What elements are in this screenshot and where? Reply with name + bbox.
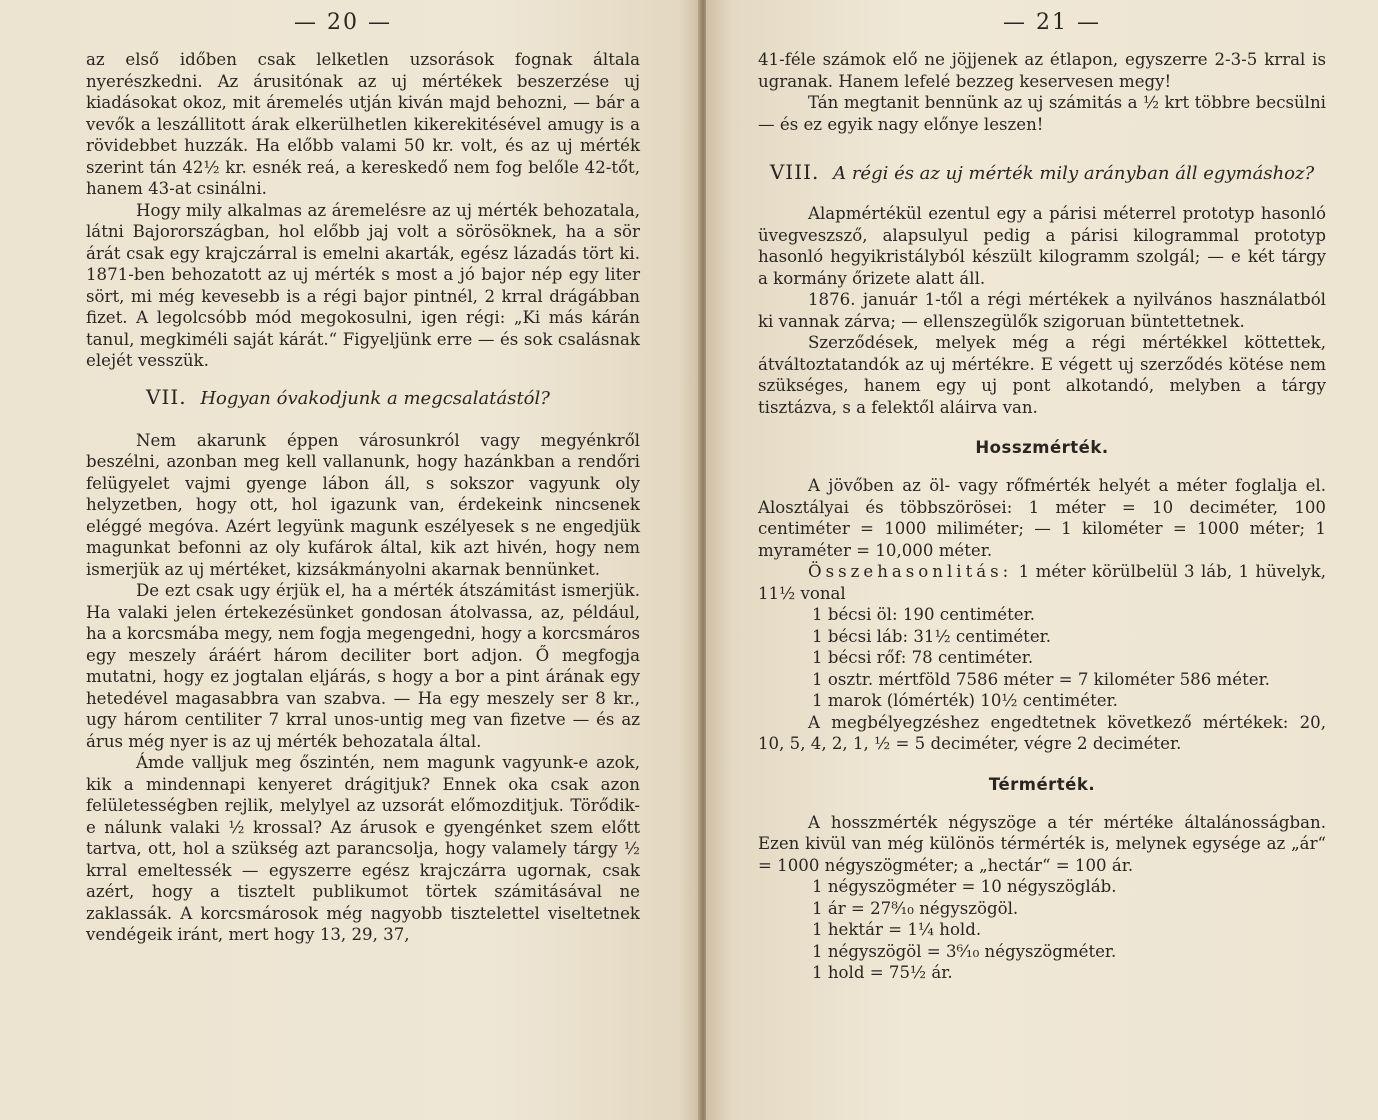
list-item: 1 hold = 75½ ár. [812, 963, 953, 982]
paragraph: Hogy mily alkalmas az áremelésre az uj mérték behozatala, látni Bajorországban, hol előbb jaj volt a sörösöknek, ha a sör árát csak egy krajczárral is emelni akarták, egész lázadás tört ki. 1871-ben behozatott az uj mérték s most a jó bajor nép egy liter sört, mi még kevesebb is a régi bajor pintnél, 2 krral drágábban fizet. A legolcsóbb mód megokosulni, igen régi: „Ki más kárán tanul, megkiméli saját kárát.“ Figyeljünk erre — és sok csalásnak elejét vesszük. [86, 200, 640, 370]
list-item: 1 bécsi öl: 190 centiméter. [812, 605, 1035, 624]
list-item: 1 marok (lómérték) 10½ centiméter. [812, 691, 1118, 710]
list-item: 1 bécsi láb: 31½ centiméter. [812, 626, 1052, 646]
paragraph: A jövőben az öl- vagy rőfmérték helyét a méter foglalja el. Alosztályai és többszörösei: 1 méter = 10 deciméter, 100 centiméter = 1000 miliméter; — 1 kilométer = 1000 méter; 1 myraméter = 10,000 méter. [758, 476, 1326, 560]
list-item: 1 bécsi rőf: 78 centiméter. [812, 648, 1034, 667]
section-heading-length: Hosszmérték. [975, 438, 1109, 457]
list-item: 1 négyszögméter = 10 négyszögláb. [812, 877, 1117, 896]
paragraph: Ámde valljuk meg őszintén, nem magunk vagyunk-e azok, kik a mindennapi kenyeret drágitjuk? Ennek oka csak azon felületességben rejlik, melylyel az uzsorát előmozditjuk. Törődik-e nálunk valaki ½ krossal? Az árusok e gyengénket szem előtt tartva, ott, hol a szükség azt parancsolja, hogy valamely tárgy ½ krral emeltessék — egyszerre egész krajczárra ugornak, csak azért, hogy a tisztelt publikumot törtek számitásával ne zaklassák. A korcsmárosok még nagyobb tisztelettel viseltetnek vendégeik iránt, mert hogy 13, 29, 37, [86, 753, 640, 944]
text-block-mid [758, 203, 1326, 418]
comparison-paragraph [758, 561, 1326, 604]
paragraph: Nem akarunk éppen városunkról vagy megyénkről beszélni, azonban meg kell vallanunk, hogy hazánkban a rendőri felügyelet vajmi gyenge lábon áll, s sokszor vagyunk oly helyzetben, hogy ott, hol igazunk van, érdekeink nincsenek eléggé megóva. Azért legyünk magunk eszélyesek s ne engedjük magunkat befonni az oly kufárok által, kik azt hivén, hogy nem ismerjük az uj mértéket, kizsákmányolni akarnak bennünket. [86, 430, 640, 579]
list-item: 1 osztr. mértföld 7586 méter = 7 kilométer 586 méter. [812, 669, 1270, 689]
chapter-title: A régi és az uj mérték mily arányban áll egymáshoz? [833, 163, 1315, 184]
paragraph: az első időben csak lelketlen uzsorások fognak általa nyerészkedni. Az árusitónak az uj mértékek beszerzése uj kiadásokat okoz, mit áremelés utján kiván majd behozni, — bár a vevők a leszállitott árak elkerülhetlen kikerekitésével amugy is a rövidebbet huzzák. Ha előbb valami 50 kr. volt, és az uj mérték szerint tán 42½ kr. esnék reá, a kereskedő nem fog belőle 42-tőt, hanem 43-at csinálni. [86, 50, 640, 198]
section-heading-area: Térmérték. [988, 774, 1096, 794]
chapter-number: VII. [146, 384, 187, 409]
text-block-top [86, 49, 640, 372]
text-block-bottom [86, 430, 640, 946]
text-block-top [758, 49, 1326, 135]
chapter-heading [86, 384, 640, 412]
chapter-heading [758, 159, 1326, 187]
comparison-text: 1 méter körülbelül 3 láb, 1 hüvelyk, 11½ vonal [758, 562, 1326, 603]
paragraph: A hosszmérték négyszöge a tér mértéke általánosságban. Ezen kivül van még különös térmérték is, melynek egysége az „ár“ = 1000 négyszögméter; a „hectár“ = 100 ár. [758, 812, 1326, 875]
page-number: — 20 — [294, 10, 392, 35]
list-item: 1 négyszögöl = 3⁶⁄₁₀ négyszögméter. [812, 941, 1117, 961]
paragraph: De ezt csak ugy érjük el, ha a mérték átszámitást ismerjük. Ha valaki jelen értekezésünket gondosan átolvassa, az, például, ha a korcsmába megy, nem fogja megengedni, hogy a korcsmáros egy meszely áráért három deciliter bort adjon. Ő megfogja mutatni, hogy ez jogtalan eljárás, s hogy a bor a pint árának egy hetedével magasabbra van szabva. — Ha egy meszely ser 8 kr., ugy három centiliter 7 krral unos-untig meg van fizetve — és az árus még nyer is az uj mérték behozatala által. [86, 581, 640, 751]
paragraph: Alapmértékül ezentul egy a párisi méterrel prototyp hasonló üvegveszsző, alapsulyul pedig a párisi kilogrammal prototyp hasonló hegyikristályból készült kilogramm szolgál; — e két tárgy a kormány őrizete alatt áll. [758, 204, 1326, 288]
paragraph: 1876. január 1-től a régi mértékek a nyilvános használatból ki vannak zárva; — ellenszegülők szigoruan büntettetnek. [758, 290, 1326, 331]
paragraph: A megbélyegzéshez engedtetnek következő mértékek: 20, 10, 5, 4, 2, 1, ½ = 5 deciméter, végre 2 deciméter. [758, 712, 1326, 753]
list-item: 1 ár = 27⁸⁄₁₀ négyszögöl. [812, 898, 1019, 918]
chapter-title: Hogyan óvakodjunk a megcsalatástól? [200, 387, 550, 409]
page-number: — 21 — [1003, 10, 1101, 35]
chapter-number: VIII. [769, 160, 820, 184]
list-item: 1 hektár = 1¼ hold. [812, 920, 982, 939]
area-list [758, 876, 1326, 984]
comparison-label: Összehasonlitás: [808, 562, 1013, 581]
paragraph: Tán megtanit bennünk az uj számitás a ½ krt többre becsülni — és ez egyik nagy előnye leszen! [758, 93, 1326, 134]
paragraph: Szerződések, melyek még a régi mértékkel köttettek, átváltoztatandók az uj mértékre. E végett uj szerződés kötése nem szükséges, hanem egy uj pont alkotandó, melyben a tárgy tisztázva, s a felektől aláirva van. [758, 333, 1326, 417]
length-list [758, 604, 1326, 712]
paragraph: 41-féle számok elő ne jöjjenek az étlapon, egyszerre 2-3-5 krral is ugranak. Hanem lefelé bezzeg keservesen megy! [758, 50, 1326, 91]
right-page [706, 0, 1378, 1120]
